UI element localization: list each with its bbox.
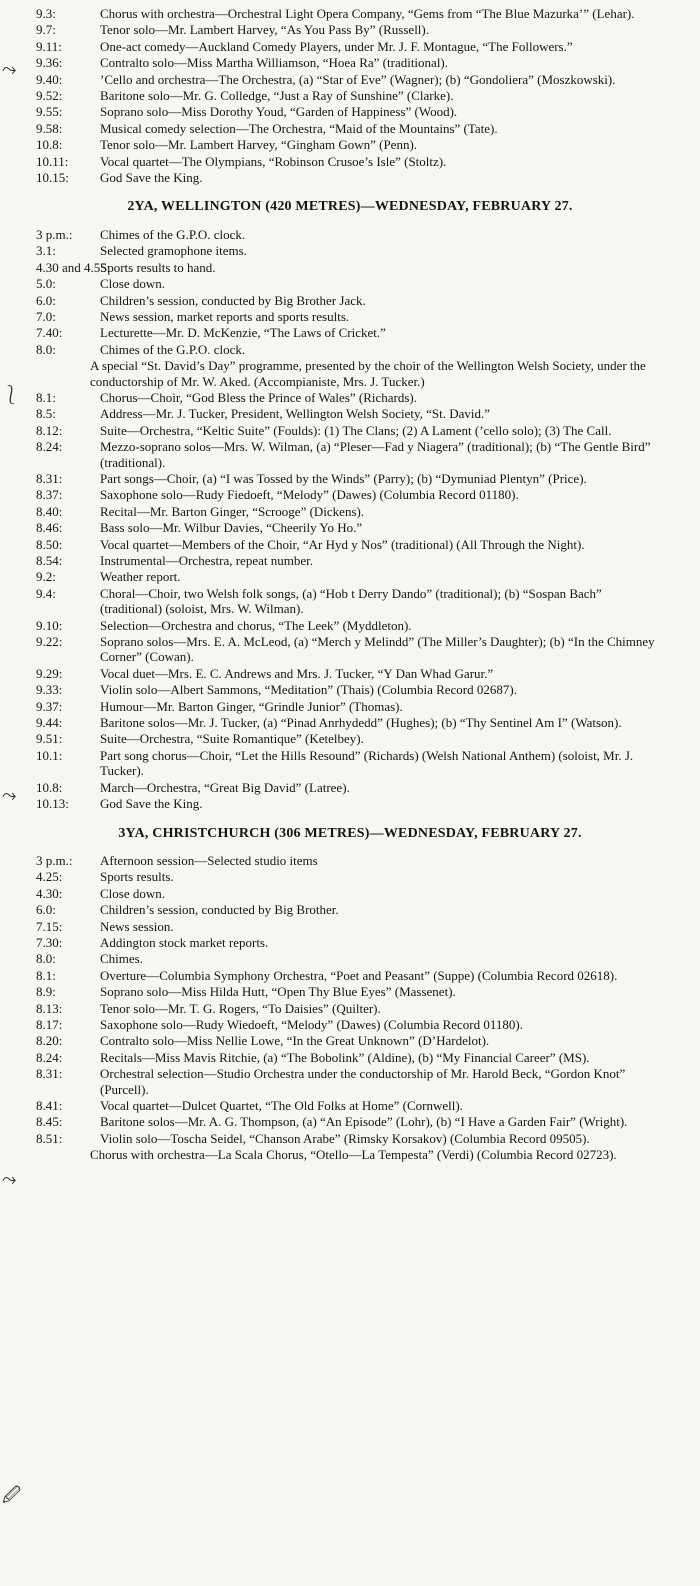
programme-entry [0,390,700,405]
entry-text: Saxophone solo—Rudy Wiedoeft, “Melody” (Dawes) (Columbia Record 01180). [100,1016,523,1032]
entry-text: Part songs—Choir, (a) “I was Tossed by the Winds” (Parry); (b) “Dymuniad Plentyn” (Price). [100,470,587,486]
entry-text: Vocal quartet—Dulcet Quartet, “The Old Folks at Home” (Cornwell). [100,1098,463,1113]
entry-time: 9.51: [36,731,63,747]
programme-list-2ya-evening [0,385,700,812]
programme-entry [0,22,700,37]
entry-text: Recitals—Miss Mavis Ritchie, (a) “The Bobolink” (Aldine), (b) “My Financial Career” (MS). [100,1049,590,1065]
entry-time: 8.13: [36,1000,63,1016]
entry-text: Addington stock market reports. [100,934,269,950]
entry-time: 6.0: [36,902,56,918]
section-heading-2ya: 2YA, WELLINGTON (420 METRES)—WEDNESDAY, FEBRUARY 27. [127,199,573,215]
entry-text: Contralto solo—Miss Martha Williamson, “Hoea Ra” (traditional). [100,55,449,71]
margin-mark-icon: ⤳ [2,785,17,806]
entry-text: One-act comedy—Auckland Comedy Players, under Mr. J. F. Montague, “The Followers.” [100,38,573,54]
programme-entry [0,487,700,502]
entry-time: 6.0: [36,292,56,308]
entry-time: 4.25: [36,869,63,885]
entry-text: Bass solo—Mr. Wilbur Davies, “Cheerily Yo Ho.” [100,520,363,536]
entry-time: 9.22: [36,634,63,650]
programme-entry [0,6,700,21]
programme-entry [0,853,700,868]
programme-entry [0,520,700,535]
programme-entry [0,731,700,746]
entry-time: 8.31: [36,470,63,486]
entry-time: 7.30: [36,934,63,950]
entry-text: Address—Mr. J. Tucker, President, Wellington Welsh Society, “St. David.” [100,406,491,422]
programme-entry [0,1017,700,1032]
programme-list-3ya [0,853,700,1146]
entry-time: 7.40: [36,325,63,341]
entry-time: 9.11: [36,38,62,54]
entry-time: 10.8: [36,137,63,153]
programme-entry [0,309,700,324]
margin-bracket-icon: ⎱ [2,385,20,406]
programme-entry [0,406,700,421]
entry-time: 10.15: [36,170,69,186]
entry-time: 9.55: [36,104,63,120]
programme-entry [0,618,700,633]
programme-entry [0,72,700,87]
entry-text: Vocal quartet—The Olympians, “Robinson Crusoe’s Isle” (Stoltz). [100,153,447,169]
entry-text: News session, market reports and sports results. [100,308,350,324]
margin-mark-icon: ⤳ [2,59,17,80]
entry-text: Selection—Orchestra and chorus, “The Leek” (Myddleton). [100,617,412,633]
programme-entry [0,293,700,308]
entry-text: Close down. [100,885,165,901]
entry-text: Chorus with orchestra—Orchestral Light Opera Company, “Gems from “The Blue Mazurka’” (Lehar). [100,6,635,21]
entry-text: Tenor solo—Mr. Lambert Harvey, “As You Pass By” (Russell). [100,22,429,38]
entry-text: Overture—Columbia Symphony Orchestra, “Poet and Peasant” (Suppe) (Columbia Record 02618). [100,967,618,983]
entry-text: Soprano solo—Miss Hilda Hutt, “Open Thy Blue Eyes” (Massenet). [100,984,456,1000]
programme-entry [0,423,700,438]
programme-entry [0,984,700,999]
entry-text: Lecturette—Mr. D. McKenzie, “The Laws of Cricket.” [100,325,386,341]
entry-time: 9.44: [36,715,63,731]
entry-time: 4.30: [36,885,63,901]
programme-entry [0,227,700,242]
entry-time: 8.12: [36,422,63,438]
section-heading-3ya: 3YA, CHRISTCHURCH (306 METRES)—WEDNESDAY, FEBRUARY 27. [118,825,582,841]
entry-time: 9.36: [36,55,63,71]
entry-time: 8.20: [36,1033,63,1049]
programme-entry [0,342,700,357]
programme-entry [0,537,700,552]
programme-entry [0,104,700,119]
entry-text: Mezzo-soprano solos—Mrs. W. Wilman, (a) “Pleser—Fad y Niagera” (traditional); (b) “The Gentle Bird” (traditional). [100,439,651,470]
entry-time: 8.5: [36,406,56,422]
margin-mark-icon: 🖉 [2,1485,22,1506]
programme-entry [0,471,700,486]
entry-text: Baritone solo—Mr. G. Colledge, “Just a Ray of Sunshine” (Clarke). [100,88,454,104]
programme-entry [0,1131,700,1146]
programme-entry [0,504,700,519]
entry-time: 10.13: [36,796,69,812]
entry-text: Saxophone solo—Rudy Fiedoeft, “Melody” (Dawes) (Columbia Record 01180). [100,487,519,503]
entry-text: Instrumental—Orchestra, repeat number. [100,553,313,568]
programme-entry [0,715,700,730]
entry-text: Afternoon session—Selected studio items [100,852,318,868]
entry-text: Humour—Mr. Barton Ginger, “Grindle Junior” (Thomas). [100,698,403,714]
programme-entry [0,1114,700,1129]
entry-time: 8.24: [36,439,63,455]
programme-entry [0,55,700,70]
programme-note-3ya: Chorus with orchestra—La Scala Chorus, “Otello—La Tempesta” (Verdi) (Columbia Record 02723). [90,1147,617,1163]
programme-entry [0,780,700,795]
entry-time: 4.30 and 4.55: [36,259,111,275]
entry-time: 9.7: [36,22,56,38]
entry-time: 8.54: [36,553,63,568]
entry-time: 3.1: [36,243,56,259]
entry-text: ’Cello and orchestra—The Orchestra, (a) “Star of Eve” (Wagner); (b) “Gondoliera” (Moszkowski). [100,71,616,87]
entry-text: Contralto solo—Miss Nellie Lowe, “In the Great Unknown” (D’Hardelot). [100,1033,490,1049]
entry-text: March—Orchestra, “Great Big David” (Latree). [100,779,350,795]
programme-entry [0,919,700,934]
entry-text: Selected gramophone items. [100,243,247,259]
programme-note-2ya: A special “St. David’s Day” programme, presented by the choir of the Wellington Welsh Society, under the conductorship of Mr. W. Aked. (Accompianiste, Mrs. J. Tucker.) [90,358,646,389]
programme-entry [0,1033,700,1048]
programme-entry [0,1066,700,1097]
programme-entry [0,1001,700,1016]
entry-text: Orchestral selection—Studio Orchestra under the conductorship of Mr. Harold Beck, “Gordon Knot” (Purcell). [100,1066,626,1097]
entry-time: 8.41: [36,1098,63,1113]
entry-time: 9.29: [36,665,63,681]
entry-text: Children’s session, conducted by Big Brother Jack. [100,292,366,308]
entry-time: 9.33: [36,682,63,698]
entry-time: 9.37: [36,698,63,714]
programme-entry [0,439,700,470]
entry-time: 8.1: [36,967,56,983]
entry-text: News session. [100,918,174,934]
programme-entry [0,968,700,983]
programme-entry [0,325,700,340]
programme-page [0,6,700,1164]
programme-entry [0,586,700,617]
programme-entry [0,634,700,665]
entry-time: 8.0: [36,951,56,967]
entry-text: Chimes. [100,951,143,967]
top-programme-list [0,6,700,185]
entry-text: Violin solo—Albert Sammons, “Meditation” (Thais) (Columbia Record 02687). [100,682,517,698]
entry-time: 9.10: [36,617,63,633]
programme-entry [0,553,700,568]
programme-entry [0,39,700,54]
entry-time: 8.24: [36,1049,63,1065]
entry-time: 9.3: [36,6,56,21]
entry-text: Weather report. [100,569,181,585]
entry-time: 8.45: [36,1114,63,1130]
programme-entry [0,935,700,950]
entry-text: Vocal quartet—Members of the Choir, “Ar Hyd y Nos” (traditional) (All Through the Night). [100,536,585,552]
entry-time: 9.4: [36,585,56,601]
entry-text: Sports results to hand. [100,259,216,275]
programme-entry [0,154,700,169]
programme-entry [0,682,700,697]
entry-text: Recital—Mr. Barton Ginger, “Scrooge” (Dickens). [100,503,365,519]
programme-entry [0,121,700,136]
entry-time: 8.0: [36,341,56,357]
programme-entry [0,748,700,779]
entry-text: Vocal duet—Mrs. E. C. Andrews and Mrs. J. Tucker, “Y Dan Whad Garur.” [100,665,494,681]
entry-time: 3 p.m.: [36,852,73,868]
entry-text: Soprano solos—Mrs. E. A. McLeod, (a) “Merch y Melindd” (The Miller’s Daughter); (b) “In the Chimney Corner” (Cowan). [100,634,655,665]
entry-text: Choral—Choir, two Welsh folk songs, (a) “Hob t Derry Dando” (traditional); (b) “Sospan Bach” (traditional) (soloist, Mrs. W. Wilman). [100,585,602,617]
programme-entry [0,88,700,103]
entry-time: 8.40: [36,503,63,519]
entry-time: 8.37: [36,487,63,503]
entry-text: Part song chorus—Choir, “Let the Hills Resound” (Richards) (Welsh National Anthem) (soloist, Mr. J. Tucker). [100,747,634,779]
entry-time: 9.58: [36,120,63,136]
entry-text: Tenor solo—Mr. Lambert Harvey, “Gingham Gown” (Penn). [100,137,418,153]
entry-time: 8.50: [36,536,63,552]
entry-text: Chimes of the G.P.O. clock. [100,341,246,357]
entry-text: Chimes of the G.P.O. clock. [100,226,246,242]
entry-time: 7.15: [36,918,63,934]
entry-text: God Save the King. [100,796,203,812]
entry-time: 10.8: [36,779,63,795]
entry-text: Soprano solo—Miss Dorothy Youd, “Garden of Happiness” (Wood). [100,104,458,120]
entry-time: 5.0: [36,276,56,292]
programme-entry [0,170,700,185]
entry-time: 7.0: [36,308,56,324]
programme-entry [0,1050,700,1065]
programme-entry [0,260,700,275]
entry-text: Suite—Orchestra, “Suite Romantique” (Ketelbey). [100,731,364,747]
entry-text: Suite—Orchestra, “Keltic Suite” (Foulds): (1) The Clans; (2) A Lament (’cello solo); (3) The Call. [100,422,612,438]
entry-text: God Save the King. [100,170,203,186]
entry-time: 8.17: [36,1016,63,1032]
entry-time: 8.9: [36,984,56,1000]
entry-time: 9.2: [36,569,56,585]
entry-time: 9.40: [36,71,63,87]
programme-entry [0,951,700,966]
entry-text: Musical comedy selection—The Orchestra, “Maid of the Mountains” (Tate). [100,120,498,136]
programme-entry [0,699,700,714]
programme-entry [0,276,700,291]
entry-text: Close down. [100,276,165,292]
entry-text: Chorus—Choir, “God Bless the Prince of Wales” (Richards). [100,389,417,405]
programme-entry [0,243,700,258]
programme-entry [0,902,700,917]
entry-text: Tenor solo—Mr. T. G. Rogers, “To Daisies” (Quilter). [100,1000,381,1016]
entry-time: 3 p.m.: [36,226,73,242]
entry-time: 9.52: [36,88,63,104]
entry-time: 10.11: [36,153,69,169]
entry-text: Children’s session, conducted by Big Brother. [100,902,339,918]
entry-text: Baritone solos—Mr. A. G. Thompson, (a) “An Episode” (Lohr), (b) “I Have a Garden Fair” (Wright). [100,1114,628,1130]
programme-entry [0,869,700,884]
entry-time: 8.31: [36,1066,63,1082]
programme-entry [0,1098,700,1113]
programme-list-2ya [0,227,700,357]
entry-time: 8.1: [36,389,56,405]
entry-time: 8.51: [36,1130,63,1146]
entry-text: Sports results. [100,869,174,885]
programme-entry [0,886,700,901]
margin-mark-icon: ⤳ [2,1169,17,1190]
programme-entry [0,137,700,152]
programme-entry [0,569,700,584]
entry-text: Violin solo—Toscha Seidel, “Chanson Arabe” (Rimsky Korsakov) (Columbia Record 09505). [100,1130,590,1146]
entry-text: Baritone solos—Mr. J. Tucker, (a) “Pinad Anrhydedd” (Hughes); (b) “Thy Sentinel Am I” (Watson). [100,715,622,731]
programme-entry [0,796,700,811]
entry-time: 8.46: [36,520,63,536]
programme-entry [0,666,700,681]
entry-time: 10.1: [36,747,63,763]
